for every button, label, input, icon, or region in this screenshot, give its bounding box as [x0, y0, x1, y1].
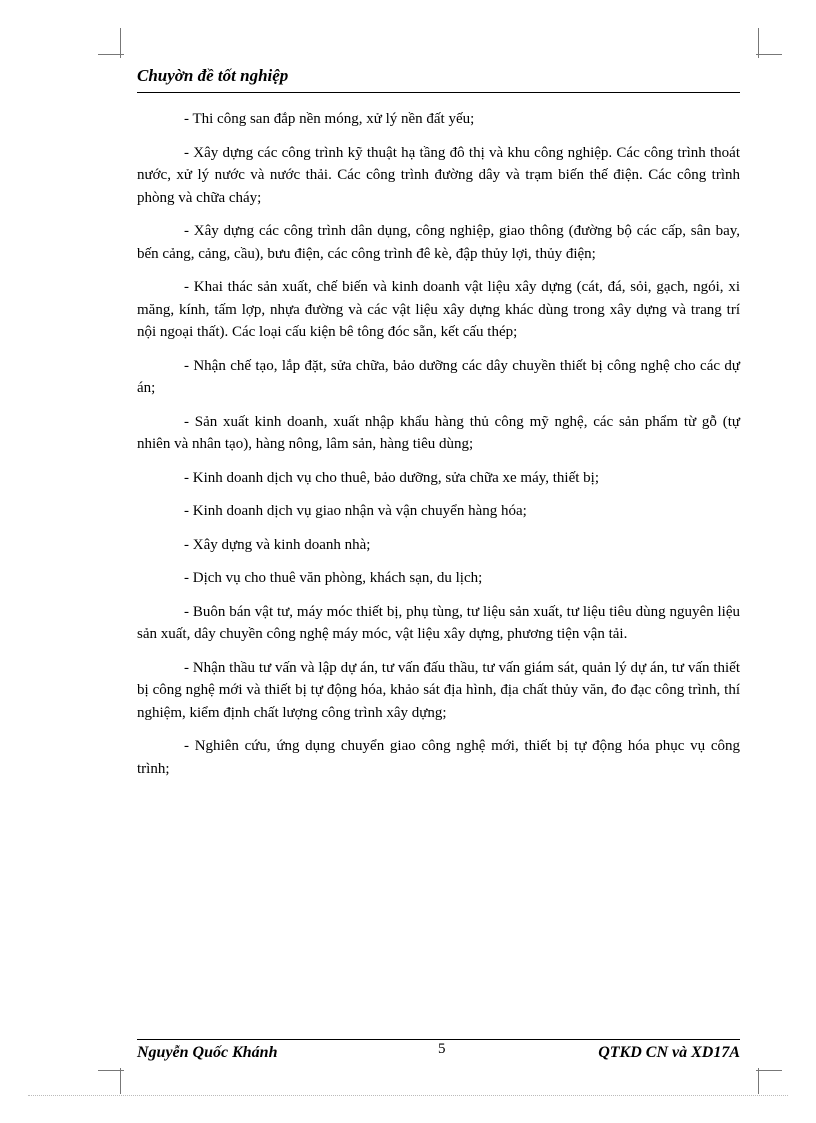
crop-mark-bottom-right-h — [756, 1070, 782, 1071]
paragraph: - Xây dựng và kinh doanh nhà; — [184, 536, 371, 553]
crop-mark-top-left-h — [98, 54, 124, 55]
page-footer — [137, 1041, 740, 1068]
header-title: Chuyờn đề tốt nghiệp — [137, 66, 289, 85]
paragraph: - Nhận chế tạo, lắp đặt, sửa chữa, bảo dưỡng các dây chuyền thiết bị công nghệ cho các dự án; — [137, 357, 740, 396]
crop-mark-bottom-left — [120, 1068, 121, 1094]
crop-mark-bottom-left-h — [98, 1070, 124, 1071]
footer-rule — [137, 1039, 740, 1040]
crop-mark-top-right-h — [756, 54, 782, 55]
paragraph: - Nghiên cứu, ứng dụng chuyển giao công nghệ mới, thiết bị tự động hóa phục vụ công trình; — [137, 738, 740, 777]
page-boundary — [28, 1095, 788, 1096]
paragraph: - Xây dựng các công trình dân dụng, công nghiệp, giao thông (đường bộ các cấp, sân bay, bến cảng, cảng, cầu), bưu điện, các công trình đê kè, đập thủy lợi, thủy điện; — [137, 223, 740, 262]
paragraph: - Sản xuất kinh doanh, xuất nhập khẩu hàng thủ công mỹ nghệ, các sản phẩm từ gỗ (tự nhiên và nhân tạo), hàng nông, lâm sản, hàng tiêu dùng; — [137, 413, 740, 452]
document-body — [137, 108, 740, 791]
crop-mark-bottom-right — [758, 1068, 759, 1094]
footer-author: Nguyễn Quốc Khánh — [137, 1044, 278, 1061]
paragraph: - Khai thác sản xuất, chế biến và kinh doanh vật liệu xây dựng (cát, đá, sỏi, gạch, ngói, xi măng, kính, tấm lợp, nhựa đường và các vật liệu xây dựng khác dùng trong xây dựng và trang trí nội ngoại thất). Các loại cấu kiện bê tông đóc sẵn, kết cấu thép; — [137, 279, 740, 340]
header-rule — [137, 92, 740, 93]
paragraph: - Buôn bán vật tư, máy móc thiết bị, phụ tùng, tư liệu sản xuất, tư liệu tiêu dùng nguyên liệu sản xuất, dây chuyền công nghệ máy móc, vật liệu xây dựng, phương tiện vận tải. — [137, 603, 740, 642]
paragraph: - Kinh doanh dịch vụ giao nhận và vận chuyển hàng hóa; — [184, 503, 527, 519]
paragraph: - Dịch vụ cho thuê văn phòng, khách sạn, du lịch; — [184, 570, 483, 586]
page-number: 5 — [438, 1041, 446, 1057]
paragraph: - Kinh doanh dịch vụ cho thuê, bảo dưỡng, sửa chữa xe máy, thiết bị; — [184, 469, 600, 486]
paragraph: - Nhận thầu tư vấn và lập dự án, tư vấn đấu thầu, tư vấn giám sát, quản lý dự án, tư vấn thiết bị công nghệ mới và thiết bị tự động hóa, khảo sát địa hình, địa chất thủy văn, đo đạc công trình, thí nghiệm, kiểm định chất lượng công trình xây dựng; — [137, 659, 740, 721]
paragraph: - Thi công san đắp nền móng, xử lý nền đất yếu; — [184, 111, 475, 127]
footer-class-code: QTKD CN và XD17A — [598, 1044, 740, 1061]
paragraph: - Xây dựng các công trình kỹ thuật hạ tầng đô thị và khu công nghiệp. Các công trình thoát nước, xử lý nước và nước thải. Các công trình đường dây và trạm biến thế điện. Các công trình phòng và chữa cháy; — [137, 144, 740, 206]
